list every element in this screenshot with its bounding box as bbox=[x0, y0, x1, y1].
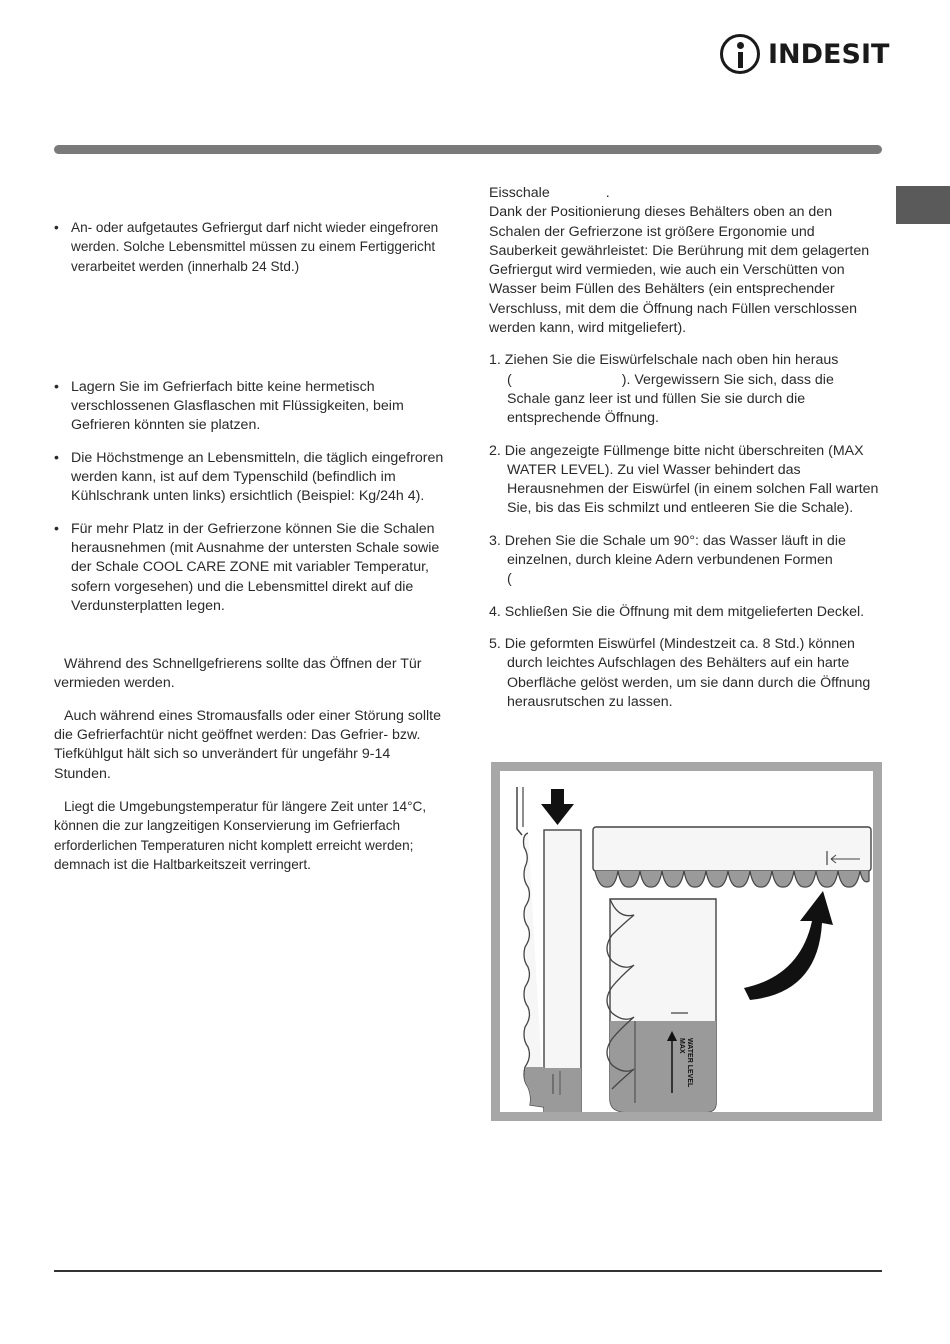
left-column bbox=[54, 218, 446, 887]
vertical-ice-tray bbox=[524, 830, 582, 1112]
water-level-label: WATER LEVEL bbox=[686, 1038, 693, 1088]
list-item: • Lagern Sie im Gefrierfach bitte keine hermetisch verschlossenen Glasflaschen mit Flüssigkeiten, beim Gefrieren könnten sie platzen. bbox=[54, 378, 446, 436]
paragraph: Während des Schnellgefrierens sollte das Öffnen der Tür vermieden werden. bbox=[54, 656, 422, 692]
brand-wordmark: INDESIT bbox=[768, 38, 890, 70]
list-item: • Für mehr Platz in der Gefrierzone können Sie die Schalen herausnehmen (mit Ausnahme der untersten Schale sowie der Schale COOL CARE ZONE mit variabler Temperatur, sofern vorgesehen) und die Lebensmittel direkt auf die Verdunsterplatten legen. bbox=[54, 520, 446, 616]
ice-tray-drawing bbox=[500, 771, 873, 1112]
step-item: 1. Ziehen Sie die Eiswürfelschale nach oben hin heraus ( ). Vergewissern Sie sich, dass die Schale ganz leer ist und füllen Sie sie durch die entsprechende Öffnung. bbox=[489, 352, 839, 427]
step-item: 3. Drehen Sie die Schale um 90°: das Wasser läuft in die einzelnen, durch kleine Adern verbundenen Formen ( bbox=[489, 532, 846, 588]
section-tab bbox=[896, 186, 950, 224]
rotate-arrow-icon bbox=[744, 891, 833, 1000]
paragraph: Auch während eines Stromausfalls oder einer Störung sollte die Gefrierfachtür nicht geöffnet werden: Das Gefrier- bzw. Tiefkühlgut hält sich so unverändert für ungefähr 9-14 Stunden. bbox=[54, 707, 441, 782]
section-heading: Eisschale . bbox=[489, 185, 610, 201]
indesit-logo-icon bbox=[720, 34, 760, 74]
right-column bbox=[489, 184, 881, 725]
max-label: MAX bbox=[678, 1038, 685, 1054]
ice-tray-illustration bbox=[491, 762, 882, 1121]
bullet-list-top bbox=[54, 218, 446, 276]
step-item: 5. Die geformten Eiswürfel (Mindestzeit ca. 8 Std.) können durch leichtes Aufschlagen des Behälters auf ein harte Oberfläche gelöst werden, um sie dann durch die Öffnung herausrutschen zu lassen. bbox=[489, 635, 871, 710]
header-rule bbox=[54, 145, 882, 154]
list-item: • Die Höchstmenge an Lebensmitteln, die täglich eingefroren werden kann, ist auf dem Typenschild (befindlich im Kühlschrank unten links) ersichtlich (Beispiel: Kg/24h 4). bbox=[54, 449, 446, 507]
intro-paragraph: Dank der Positionierung dieses Behälters oben an den Schalen der Gefrierzone ist größere Ergonomie und Sauberkeit gewährleistet: Die Berührung mit dem gelagerten Gefriergut wird vermieden, wie auch ein Verschütten von Wasser beim Füllen des Behälters (ein entsprechender Verschluss, mit dem die Öffnung nach Füllen verschlossen werden kann, wird mitgeliefert). bbox=[489, 204, 870, 337]
step-item: 4. Schließen Sie die Öffnung mit dem mitgelieferten Deckel. bbox=[489, 603, 865, 620]
footer-rule bbox=[54, 1270, 882, 1272]
filled-ice-tray bbox=[607, 899, 716, 1112]
down-arrow-icon bbox=[541, 789, 574, 825]
bullet-list-middle bbox=[54, 378, 446, 616]
steps-list bbox=[489, 351, 881, 712]
paragraph: Liegt die Umgebungstemperatur für längere Zeit unter 14°C, können die zur langzeitigen Konservierung im Gefrierfach erforderlichen Temperaturen nicht komplett erreicht werden; demnach ist die Haltbarkeitszeit verringert. bbox=[54, 798, 427, 872]
indesit-logo bbox=[720, 32, 889, 76]
step-item: 2. Die angezeigte Füllmenge bitte nicht überschreiten (MAX WATER LEVEL). Zu viel Wasser behindert das Herausnehmen der Eiswürfel (in einem solchen Fall warten Sie, bis das Eis schmilzt und entleeren Sie die Schale). bbox=[489, 442, 879, 517]
list-item: • An- oder aufgetautes Gefriergut darf nicht wieder eingefroren werden. Solche Lebensmittel müssen zu einem Fertiggericht verarbeitet werden (innerhalb 24 Std.) bbox=[54, 218, 446, 276]
horizontal-ice-tray bbox=[593, 827, 871, 887]
